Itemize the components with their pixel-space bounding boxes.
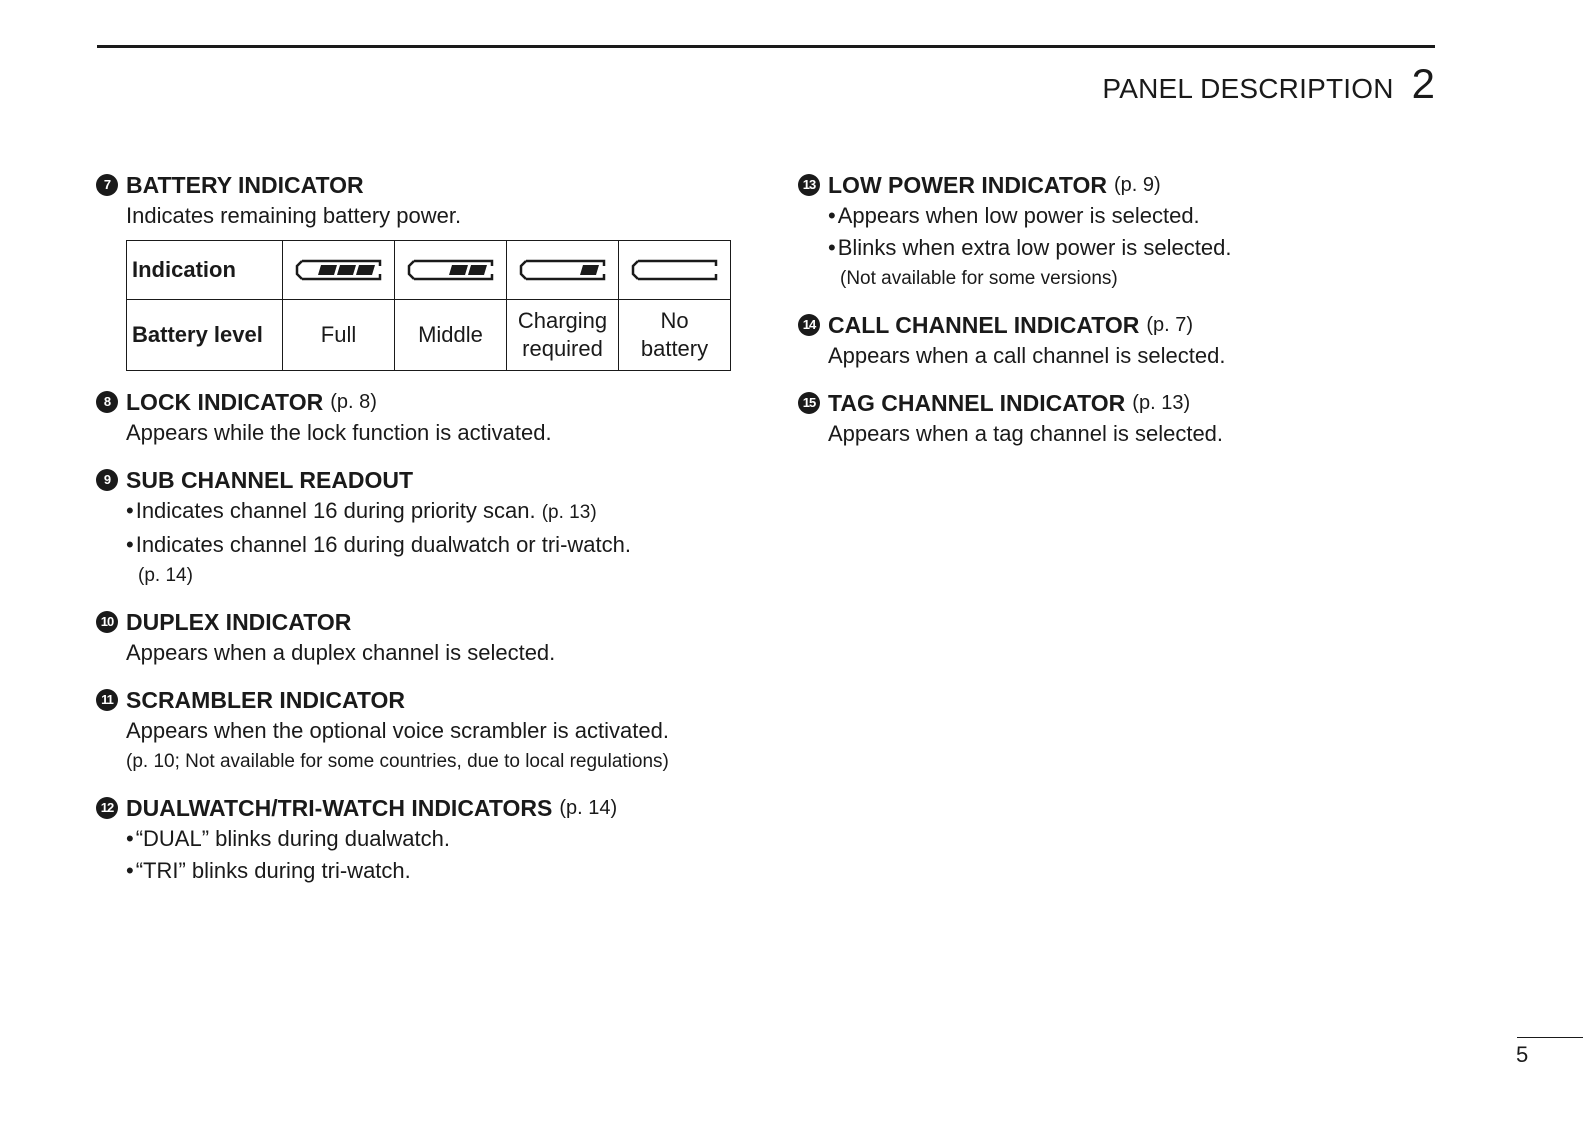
dualwatch-indicators-section	[96, 793, 756, 887]
section-heading: SCRAMBLER INDICATOR	[126, 687, 405, 713]
level-full: Full	[283, 300, 395, 371]
low-power-indicator-section	[798, 170, 1438, 294]
page-number: 5	[1516, 1042, 1529, 1067]
bullet-item: • Indicates channel 16 during dualwatch or tri-watch.	[126, 529, 756, 561]
battery-segment	[337, 265, 356, 275]
level-middle: Middle	[395, 300, 507, 371]
battery-indicator-section	[96, 170, 756, 371]
note: (p. 10; Not available for some countries, due to local regulations)	[126, 751, 669, 772]
battery-level-table	[126, 240, 731, 371]
section-heading: TAG CHANNEL INDICATOR	[828, 390, 1126, 416]
bullet-item: • “TRI” blinks during tri-watch.	[126, 855, 756, 887]
tag-channel-indicator-section	[798, 388, 1438, 450]
battery-none-icon	[630, 255, 720, 285]
item-number-badge: 9	[96, 469, 118, 491]
item-number-badge: 11	[96, 689, 118, 711]
item-number-badge: 10	[96, 611, 118, 633]
note: (Not available for some versions)	[840, 268, 1118, 289]
lock-indicator-section	[96, 387, 756, 449]
battery-segment	[449, 265, 468, 275]
item-number-badge: 8	[96, 391, 118, 413]
item-number-badge: 14	[798, 314, 820, 336]
page-ref: (p. 7)	[1146, 314, 1194, 336]
battery-middle-icon	[406, 255, 496, 285]
battery-level-header: Battery level	[127, 300, 283, 371]
description: Appears while the lock function is activated.	[126, 420, 552, 445]
description: Appears when the optional voice scrambler is activated.	[126, 718, 669, 743]
battery-charging-required-icon	[518, 255, 608, 285]
duplex-indicator-section	[96, 607, 756, 669]
page-ref: (p. 13)	[1132, 392, 1191, 414]
item-number-badge: 12	[96, 797, 118, 819]
battery-segment	[356, 265, 375, 275]
section-heading: SUB CHANNEL READOUT	[126, 467, 414, 493]
battery-segment	[580, 265, 599, 275]
page-ref: (p. 14)	[138, 565, 193, 586]
bullet-item: • Indicates channel 16 during priority scan. (p. 13)	[126, 495, 756, 529]
level-charging-required: Charging required	[507, 300, 619, 371]
page-ref: (p. 8)	[330, 391, 377, 413]
description: Indicates remaining battery power.	[126, 203, 462, 228]
bullet-item: • Appears when low power is selected.	[828, 200, 1438, 232]
level-no-battery: No battery	[619, 300, 731, 371]
item-number-badge: 15	[798, 392, 820, 414]
battery-full-icon	[294, 255, 384, 285]
section-heading: DUPLEX INDICATOR	[126, 609, 352, 635]
page-header	[1102, 60, 1435, 108]
section-title: PANEL DESCRIPTION	[1102, 73, 1394, 104]
page-number-rule	[1517, 1037, 1583, 1038]
top-rule	[97, 45, 1435, 48]
bullet-item: • Blinks when extra low power is selected.	[828, 232, 1438, 264]
bullet-item: • “DUAL” blinks during dualwatch.	[126, 823, 756, 855]
description: Appears when a tag channel is selected.	[828, 421, 1224, 446]
section-heading: BATTERY INDICATOR	[126, 172, 364, 198]
page-ref: (p. 14)	[559, 797, 618, 819]
chapter-number: 2	[1411, 60, 1435, 107]
right-column	[798, 170, 1438, 466]
call-channel-indicator-section	[798, 310, 1438, 372]
left-column	[96, 170, 756, 903]
battery-segment	[318, 265, 337, 275]
description: Appears when a call channel is selected.	[828, 343, 1226, 368]
item-number-badge: 7	[96, 174, 118, 196]
section-heading: DUALWATCH/TRI-WATCH INDICATORS	[126, 795, 553, 821]
sub-channel-readout-section	[96, 465, 756, 591]
scrambler-indicator-section	[96, 685, 756, 777]
item-number-badge: 13	[798, 174, 820, 196]
description: Appears when a duplex channel is selected.	[126, 640, 556, 665]
section-heading: LOCK INDICATOR	[126, 389, 324, 415]
page-ref: (p. 9)	[1113, 174, 1161, 196]
battery-segment	[468, 265, 487, 275]
section-heading: CALL CHANNEL INDICATOR	[828, 312, 1140, 338]
indication-header: Indication	[127, 241, 283, 300]
section-heading: LOW POWER INDICATOR	[828, 172, 1107, 198]
